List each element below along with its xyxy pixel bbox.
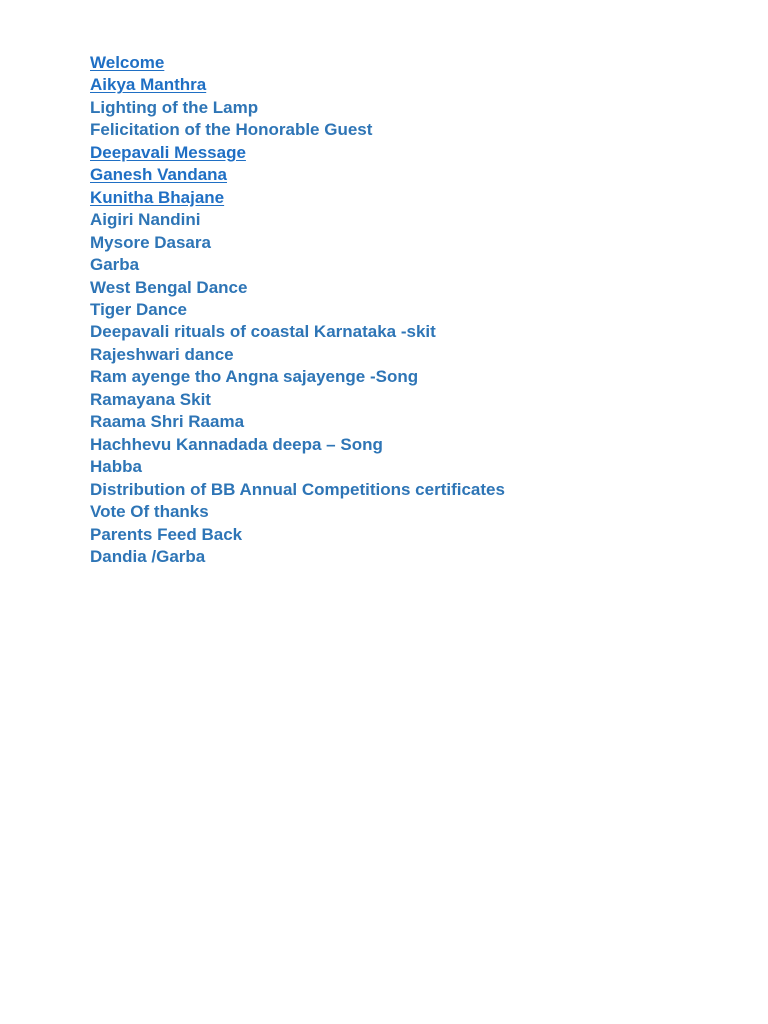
program-item-label: Vote Of thanks [90,502,209,522]
program-item [90,209,505,231]
program-list [90,52,505,568]
program-item-label: Hachhevu Kannadada deepa – Song [90,434,383,454]
program-item [90,277,505,299]
program-item-label: Raama Shri Raama [90,412,245,432]
program-item-label: Aigiri Nandini [90,210,201,230]
program-item-label: Tiger Dance [90,299,188,319]
program-item-label: Ram ayenge tho Angna sajayenge -Song [90,367,419,387]
program-item-label: Ramayana Skit [90,389,211,409]
program-item-label: Habba [90,457,142,477]
program-item [90,479,505,501]
program-item [90,434,505,456]
program-item[interactable] [90,164,505,186]
program-item[interactable] [90,142,505,164]
program-item [90,456,505,478]
program-item[interactable] [90,74,505,96]
program-item-link[interactable]: Deepavali Message [90,142,246,162]
program-item [90,344,505,366]
program-item [90,97,505,119]
program-item[interactable] [90,187,505,209]
program-item [90,501,505,523]
program-item-link[interactable]: Aikya Manthra [90,75,207,95]
program-item-label: Lighting of the Lamp [90,97,259,117]
program-item [90,321,505,343]
program-item-label: West Bengal Dance [90,277,248,297]
program-item [90,546,505,568]
program-item [90,232,505,254]
program-item [90,254,505,276]
program-item-label: Mysore Dasara [90,232,211,252]
program-item-link[interactable]: Kunitha Bhajane [90,187,225,207]
program-item [90,389,505,411]
program-item[interactable] [90,52,505,74]
program-item-label: Parents Feed Back [90,524,243,544]
program-item [90,411,505,433]
program-item-label: Rajeshwari dance [90,344,234,364]
program-item-link[interactable]: Welcome [90,53,165,72]
program-item-label: Deepavali rituals of coastal Karnataka -skit [90,322,436,342]
program-item [90,299,505,321]
program-item-label: Distribution of BB Annual Competitions certificates [90,479,505,499]
program-item-link[interactable]: Ganesh Vandana [90,165,227,185]
program-item-label: Felicitation of the Honorable Guest [90,120,373,140]
program-item-label: Dandia /Garba [90,546,206,566]
program-item [90,366,505,388]
program-item [90,119,505,141]
program-item [90,524,505,546]
program-item-label: Garba [90,255,140,275]
